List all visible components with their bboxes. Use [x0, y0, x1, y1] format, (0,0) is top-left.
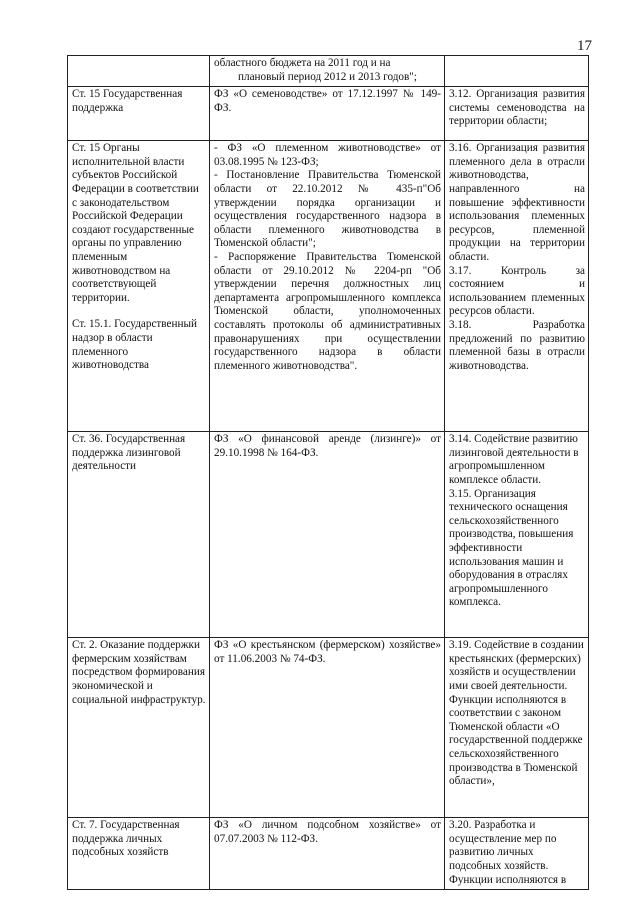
law-text: - Постановление Правительства Тюменской области от 22.10.2012 № 435-п"Об утверждении порядка организации и осуществления государственного надзора в области племенного животноводства в Тюменской области"; [214, 169, 441, 250]
table-row [68, 56, 589, 87]
article-cell [68, 141, 210, 432]
law-text: ФЗ «О крестьянском (фермерском) хозяйстве» от 11.06.2003 № 74-ФЗ. [214, 639, 441, 665]
law-text: ФЗ «О семеноводстве» от 17.12.1997 № 149-ФЗ. [214, 88, 441, 114]
article-cell: Ст. 36. Государственная поддержка лизинговой деятельности [68, 432, 210, 638]
law-cell [210, 432, 445, 638]
measures-cell [445, 818, 589, 890]
measure-text: 3.17. Контроль за состоянием и использованием племенных ресурсов области. [449, 264, 585, 318]
article-cell: Ст. 15 Государственная поддержка [68, 87, 210, 141]
measure-text: 3.19. Содействие в создании крестьянских (фермерских) хозяйств и осуществлении ими своей деятельности. Функции исполняются в соответствии с законом Тюменской области «О государственной поддержке сельскохозяйственного производства в Тюменской области», [449, 639, 584, 788]
table-row [68, 818, 589, 890]
measures-cell [445, 638, 589, 818]
table-row [68, 638, 589, 818]
law-text: областного бюджета на 2011 год и на [214, 57, 391, 69]
article-cell [68, 56, 210, 87]
law-text: - ФЗ «О племенном животноводстве» от 03.08.1995 № 123-ФЗ; [214, 142, 441, 168]
law-cell [210, 818, 445, 890]
law-cell [210, 141, 445, 432]
law-text: плановый период 2012 и 2013 годов"; [238, 70, 417, 83]
measure-text: 3.20. Разработка и осуществление мер по развитию личных подсобных хозяйств. Функции исполняются в [449, 819, 567, 886]
measures-cell [445, 87, 589, 141]
measures-cell [445, 432, 589, 638]
law-cell [210, 56, 445, 87]
legislation-table [67, 55, 589, 890]
page-number: 17 [577, 38, 592, 54]
measure-text: 3.14. Содействие развитию лизинговой деятельности в агропромышленном комплексе области. [449, 433, 579, 486]
law-text: ФЗ «О финансовой аренде (лизинге)» от 29.10.1998 № 164-ФЗ. [214, 433, 441, 459]
article-text: Ст. 15.1. Государственный надзор в области племенного животноводства [72, 318, 197, 372]
article-cell: Ст. 2. Оказание поддержки фермерским хозяйствам посредством формирования экономической и социальной инфраструктур. [68, 638, 210, 818]
law-text: ФЗ «О личном подсобном хозяйстве» от 07.07.2003 № 112-ФЗ. [214, 819, 441, 845]
table-row [68, 432, 589, 638]
measure-text: 3.15. Организация технического оснащения сельскохозяйственного производства, повышения эффективности использования машин и оборудования в отраслях агропромышленного комплекса. [449, 487, 574, 609]
measures-cell [445, 56, 589, 87]
measure-text: 3.16. Организация развития племенного дела в отрасли животноводства, направленного на повышение эффективности использования племенных ресурсов, племенной продукции на территории области. [449, 142, 585, 263]
measure-text: 3.12. Организация развития системы семеноводства на территории области; [449, 88, 585, 128]
article-text: Ст. 15 Органы исполнительной власти субъектов Российской Федерации в соответствии с законодательством Российской Федерации создают государственные органы по управлению племенным животноводством на соответствующей территории. [72, 142, 199, 304]
law-cell [210, 638, 445, 818]
law-cell [210, 87, 445, 141]
table-row [68, 87, 589, 141]
measures-cell [445, 141, 589, 432]
article-cell: Ст. 7. Государственная поддержка личных подсобных хозяйств [68, 818, 210, 890]
measure-text: 3.18. Разработка предложений по развитию племенной базы в отрасли животноводства. [449, 318, 585, 372]
table-row [68, 141, 589, 432]
law-text: - Распоряжение Правительства Тюменской области от 29.10.2012 № 2204-рп "Об утверждении перечня должностных лиц департамента агропромышленного комплекса Тюменской области, уполномоченных составлять протоколы об административных правонарушениях при осуществлении государственного надзора в области племенного животноводства". [214, 250, 441, 372]
